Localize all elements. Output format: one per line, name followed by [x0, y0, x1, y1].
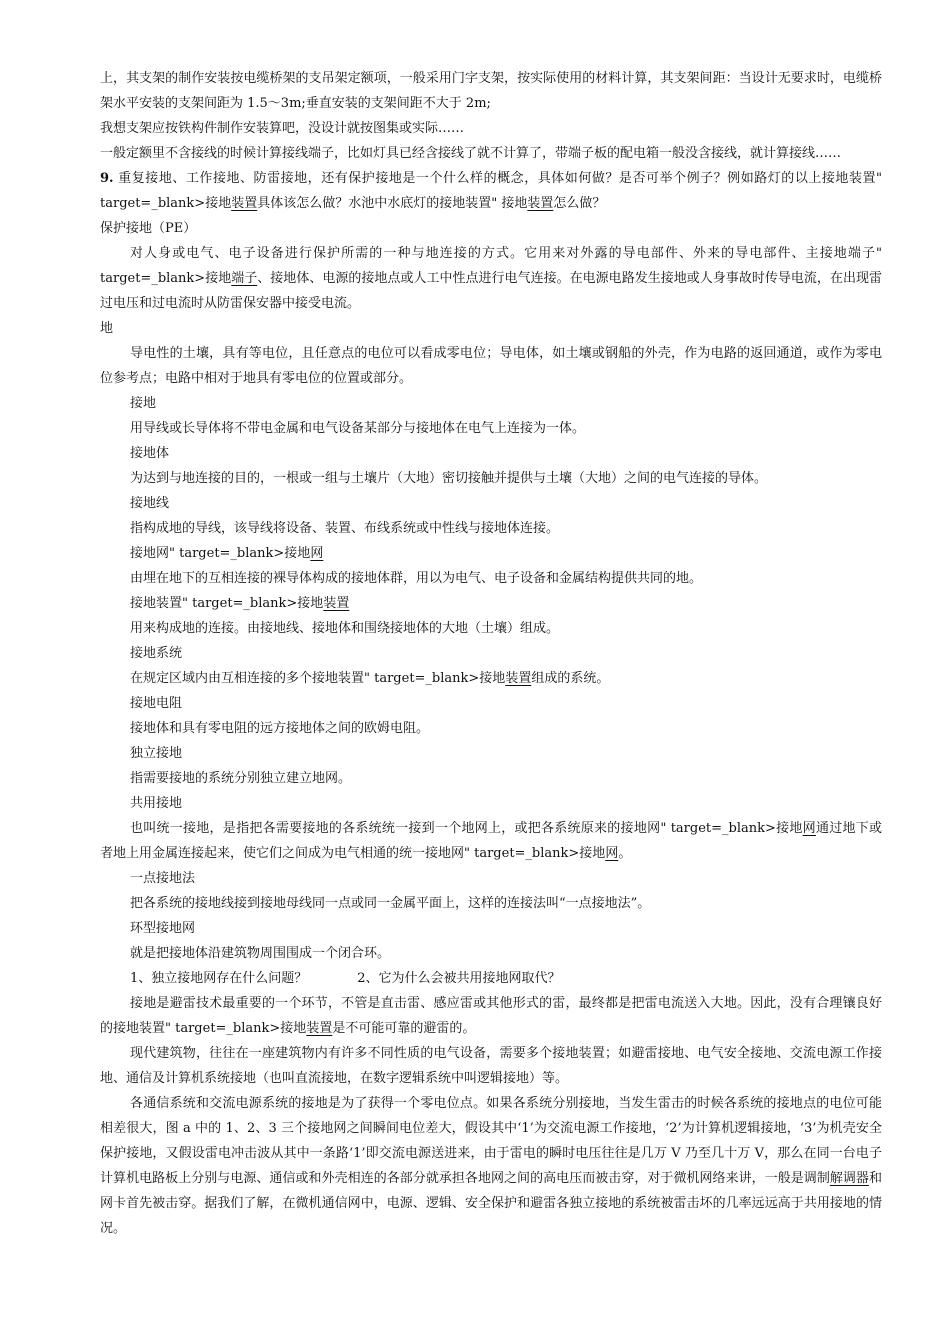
- paragraph: [100, 991, 882, 1041]
- paragraph: [100, 316, 882, 341]
- text-run: 1、独立接地网存在什么问题？: [130, 971, 308, 986]
- paragraph: [100, 566, 882, 591]
- text-run: 用来构成地的连接。由接地线、接地体和围绕接地体的大地（土壤）组成。: [130, 621, 560, 636]
- text-run: 组成的系统。: [531, 671, 610, 686]
- paragraph: [100, 941, 882, 966]
- paragraph: [100, 891, 882, 916]
- paragraph: [100, 241, 882, 316]
- paragraph: [100, 541, 882, 566]
- underlined-term: 装置: [527, 196, 554, 211]
- text-run: 指构成地的导线，该导线将设备、装置、布线系统或中性线与接地体连接。: [130, 521, 560, 536]
- paragraph: [100, 916, 882, 941]
- underlined-term: 解调器: [829, 1171, 869, 1186]
- paragraph: [100, 216, 882, 241]
- paragraph: [100, 716, 882, 741]
- paragraph: [100, 341, 882, 391]
- text-run: 一般定额里不含接线的时候计算接线端子，比如灯具已经含接线了就不计算了，带端子板的配电箱一般没含接线，就计算接线……: [100, 146, 842, 161]
- text-run: 我想支架应按铁构件制作安装算吧，没设计就按图集或实际……: [100, 121, 465, 136]
- text-run: 接地是避雷技术最重要的一个环节，不管是直击雷、感应雷或其他形式的雷，最终都是把雷电流送入大地。因此，没有合理镶良好的接地装置" target=_blank>接地: [100, 996, 882, 1036]
- text-run: 具体该怎么做？水池中水底灯的接地装置" 接地: [257, 196, 528, 211]
- text-run: 重复接地、工作接地、防雷接地，还有保护接地是一个什么样的概念，具体如何做？是否可举个例子？例如路灯的以上接地装置" target=_blank>接地: [100, 171, 882, 211]
- text-run: 接地网" target=_blank>接地: [130, 546, 311, 561]
- paragraph: [100, 141, 882, 166]
- text-run: 为达到与地连接的目的，一根或一组与土壤片（大地）密切接触并提供与土壤（大地）之间的电气连接的导体。: [130, 471, 768, 486]
- text-run: 在规定区域内由互相连接的多个接地装置" target=_blank>接地: [130, 671, 506, 686]
- paragraph: [100, 966, 882, 991]
- text-run: 接地: [130, 396, 157, 411]
- paragraph: [100, 591, 882, 616]
- text-run: 地: [100, 321, 114, 336]
- text-run: 、接地体、电源的接地点或人工中性点进行电气连接。在电源电路发生接地或人身事故时传导电流，在出现雷过电压和过电流时从防雷保安器中接受电流。: [100, 271, 882, 311]
- text-run: 导电性的土壤，具有等电位，且任意点的电位可以看成零电位；导电体，如土壤或钢船的外壳，作为电路的返回通道，或作为零电位参考点；电路中相对于地具有零电位的位置或部分。: [100, 346, 882, 386]
- paragraph: [100, 391, 882, 416]
- underlined-term: 网: [802, 821, 816, 836]
- paragraph: [100, 516, 882, 541]
- paragraph: [100, 441, 882, 466]
- text-run: 接地系统: [130, 646, 183, 661]
- paragraph: [100, 791, 882, 816]
- paragraph: [100, 116, 882, 141]
- text-run: 独立接地: [130, 746, 183, 761]
- underlined-term: 端子: [231, 271, 258, 286]
- text-run: 各通信系统和交流电源系统的接地是为了获得一个零电位点。如果各系统分别接地，当发生雷击的时候各系统的接地点的电位可能相差很大，图 a 中的 1、2、3 三个接地网之间瞬间电位差大，假设其中‘1’为交流电源工作接地，‘2’为计算机逻辑接地，‘3’为机壳安全保护接地，又假设雷电冲击波从其中一条路‘1’即交流电源送进来，由于雷电的瞬时电压往往是几万 V 乃至几十万 V，那么在同一台电子计算机电路板上分别与电源、通信或和外壳相连的各部分就承担各地网之间的高电压而被击穿，对于微机网络来讲，一般是调制: [100, 1096, 882, 1186]
- underlined-term: 装置: [306, 1021, 333, 1036]
- text-run: 接地体: [130, 446, 170, 461]
- paragraph: [100, 66, 882, 116]
- paragraph: [100, 766, 882, 791]
- text-run: 共用接地: [130, 796, 183, 811]
- text-run: 是不可能可靠的避雷的。: [332, 1021, 476, 1036]
- paragraph: [100, 866, 882, 891]
- text-run: 通过地下或者地上用金属连接起来，使它们之间成为电气相通的统一接地网" target=_blank>接地: [100, 821, 882, 861]
- paragraph: [100, 1041, 882, 1091]
- paragraph: [100, 616, 882, 641]
- underlined-term: 装置: [231, 196, 258, 211]
- text-run: 2、它为什么会被共用接地网取代？: [357, 971, 561, 986]
- text-run: 指需要接地的系统分别独立建立地网。: [130, 771, 352, 786]
- question-number: 9.: [100, 171, 114, 186]
- text-run: 接地线: [130, 496, 170, 511]
- text-run: 和网卡首先被击穿。据我们了解，在微机通信网中，电源、逻辑、安全保护和避雷各独立接地的系统被雷击坏的几率远远高于共用接地的情况。: [100, 1171, 882, 1236]
- paragraph: [100, 816, 882, 866]
- text-run: 环型接地网: [130, 921, 196, 936]
- underlined-term: 网: [605, 846, 619, 861]
- text-run: 就是把接地体沿建筑物周围围成一个闭合环。: [130, 946, 391, 961]
- underlined-term: 装置: [323, 596, 350, 611]
- text-run: 保护接地（PE）: [100, 221, 197, 236]
- text-run: 接地体和具有零电阻的远方接地体之间的欧姆电阻。: [130, 721, 430, 736]
- text-run: 由埋在地下的互相连接的裸导体构成的接地体群，用以为电气、电子设备和金属结构提供共同的地。: [130, 571, 703, 586]
- text-run: 怎么做？: [553, 196, 606, 211]
- paragraph: [100, 466, 882, 491]
- text-run: 接地装置" target=_blank>接地: [130, 596, 324, 611]
- underlined-term: 网: [310, 546, 324, 561]
- paragraph: [100, 491, 882, 516]
- underlined-term: 装置: [505, 671, 532, 686]
- paragraph: [100, 1091, 882, 1241]
- paragraph: [100, 691, 882, 716]
- paragraph: [100, 641, 882, 666]
- text-run: 把各系统的接地线接到接地母线同一点或同一金属平面上，这样的连接法叫“一点接地法”。: [130, 896, 651, 911]
- text-run: 现代建筑物，往往在一座建筑物内有许多不同性质的电气设备，需要多个接地装置；如避雷接地、电气安全接地、交流电源工作接地、通信及计算机系统接地（也叫直流接地，在数字逻辑系统中叫逻辑接地）等。: [100, 1046, 882, 1086]
- text-run: 一点接地法: [130, 871, 196, 886]
- paragraph: [100, 166, 882, 216]
- paragraph: [100, 666, 882, 691]
- text-run: 对人身或电气、电子设备进行保护所需的一种与地连接的方式。它用来对外露的导电部件、外来的导电部件、主接地端子" target=_blank>接地: [100, 246, 882, 286]
- text-run: 接地电阻: [130, 696, 183, 711]
- text-run: 也叫统一接地，是指把各需要接地的各系统统一接到一个地网上，或把各系统原来的接地网" target=_blank>接地: [130, 821, 803, 836]
- text-run: 上，其支架的制作安装按电缆桥架的支吊架定额项，一般采用门字支架，按实际使用的材料计算，其支架间距：当设计无要求时，电缆桥架水平安装的支架间距为 1.5～3m;垂直安装的支架间距不大于 2m;: [100, 71, 882, 111]
- text-run: 用导线或长导体将不带电金属和电气设备某部分与接地体在电气上连接为一体。: [130, 421, 586, 436]
- text-run: 。: [618, 846, 632, 861]
- document-body: [100, 66, 882, 1241]
- paragraph: [100, 416, 882, 441]
- paragraph: [100, 741, 882, 766]
